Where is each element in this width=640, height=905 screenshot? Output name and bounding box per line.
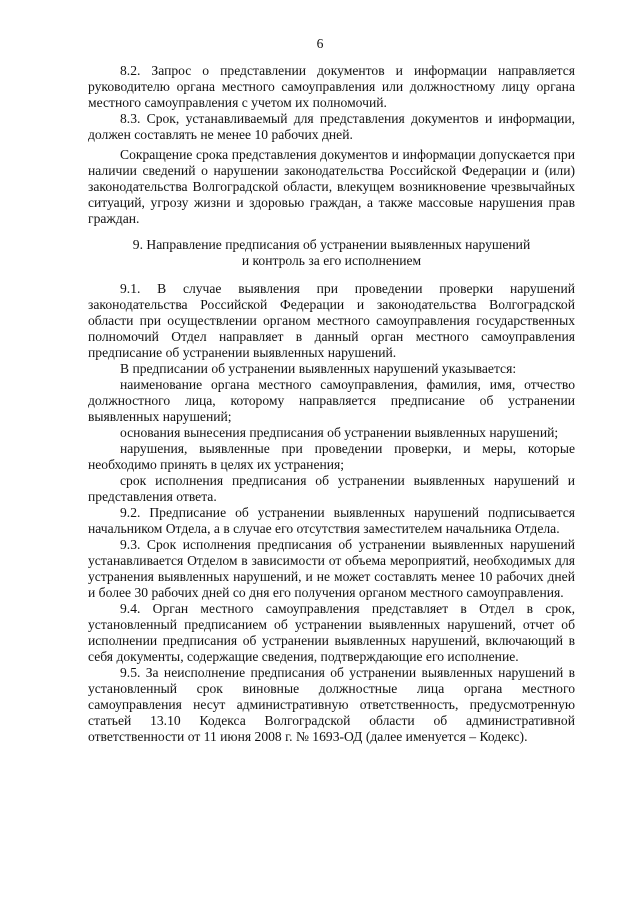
page-number: 6 [316, 36, 324, 51]
paragraph-9-4: 9.4. Орган местного самоуправления представляет в Отдел в срок, установленный предписанием об устранении выявленных нарушений, отчет об исполнении предписания об устранении выявленных нарушений, включающий в себя документы, содержащие сведения, подтверждающие его исполнение. [88, 601, 575, 664]
list-item-authority-name: наименование органа местного самоуправления, фамилия, имя, отчество должностного лица, которому направляется предписание об устранении выявленных нарушений; [88, 377, 575, 424]
paragraph-9-5: 9.5. За неисполнение предписания об устранении выявленных нарушений в установленный срок виновные должностные лица органа местного самоуправления несут административную ответственность, предусмотренную статьей 13.10 Кодекса Волгоградской области об административной ответственности от 11 июня 2008 г. № 1693-ОД (далее именуется – Кодекс). [88, 665, 575, 744]
paragraph-deadline-reduction: Сокращение срока представления документов и информации допускается при наличии сведений о нарушении законодательства Российской Федерации и (или) законодательства Волгоградской области, влекущем возникновение чрезвычайных ситуаций, угрозу жизни и здоровью граждан, а также массовые нарушения прав граждан. [88, 147, 575, 226]
paragraph-8-3: 8.3. Срок, устанавливаемый для представления документов и информации, должен составлять не менее 10 рабочих дней. [88, 111, 575, 142]
list-item-deadline: срок исполнения предписания об устранении выявленных нарушений и представления ответа. [88, 473, 575, 504]
section-9-heading [88, 237, 575, 269]
paragraph-order-contents-intro: В предписании об устранении выявленных нарушений указывается: [120, 361, 517, 376]
section-9-heading-line-1: 9. Направление предписания об устранении выявленных нарушений [132, 237, 531, 252]
paragraph-9-1: 9.1. В случае выявления при проведении проверки нарушений законодательства Российской Федерации и законодательства Волгоградской области при осуществлении органом местного самоуправления государственных полномочий Отдел направляет в данный орган местного самоуправления предписание об устранении выявленных нарушений. [88, 281, 575, 360]
list-item-grounds: основания вынесения предписания об устранении выявленных нарушений; [120, 425, 559, 440]
section-9-heading-line-2: и контроль за его исполнением [241, 253, 422, 268]
document-body [88, 63, 575, 745]
paragraph-8-2: 8.2. Запрос о представлении документов и информации направляется руководителю органа местного самоуправления или должностному лицу органа местного самоуправления с учетом их полномочий. [88, 63, 575, 110]
paragraph-9-2: 9.2. Предписание об устранении выявленных нарушений подписывается начальником Отдела, а в случае его отсутствия заместителем начальника Отдела. [88, 505, 575, 536]
paragraph-9-3: 9.3. Срок исполнения предписания об устранении выявленных нарушений устанавливается Отделом в зависимости от объема мероприятий, необходимых для устранения выявленных нарушений, и не может составлять менее 10 рабочих дней и более 30 рабочих дней со дня его получения органом местного самоуправления. [88, 537, 575, 600]
list-item-violations-measures: нарушения, выявленные при проведении проверки, и меры, которые необходимо принять в целях их устранения; [88, 441, 575, 472]
